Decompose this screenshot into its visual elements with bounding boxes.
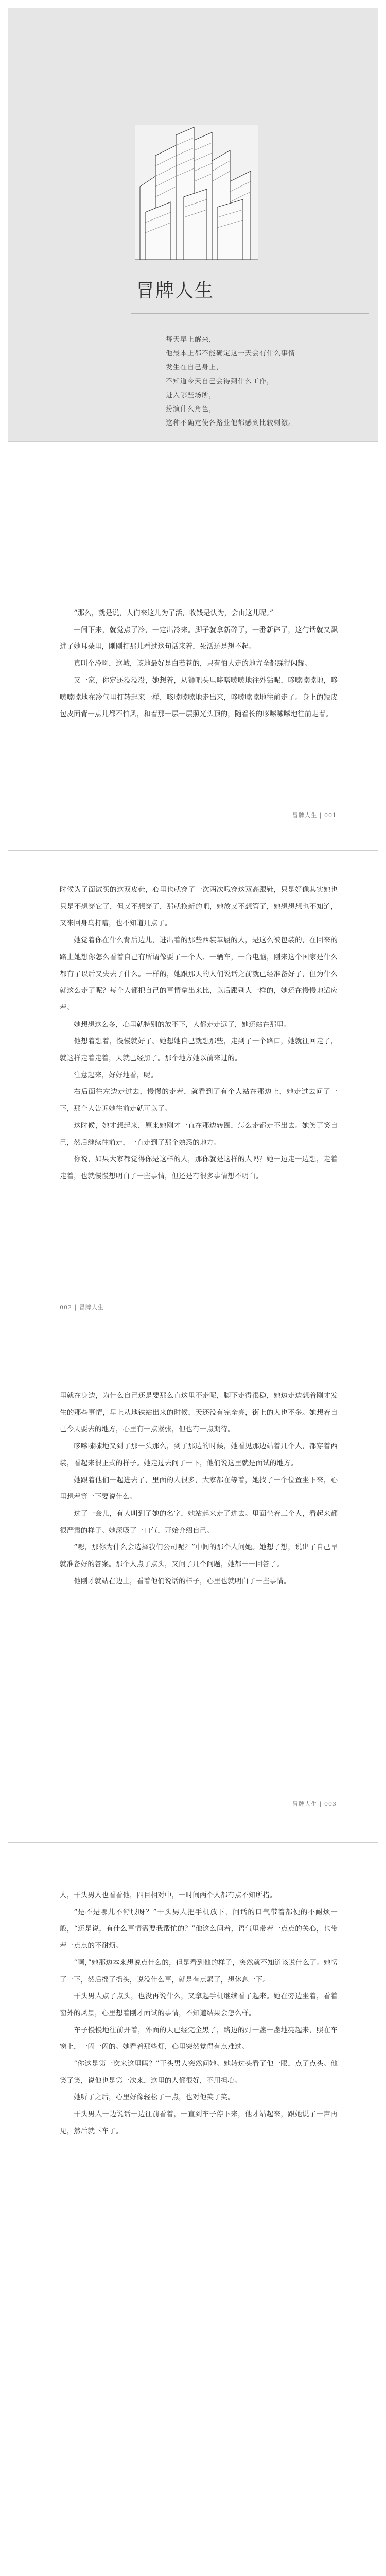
paragraph: 干头男人点了点头，也没再说什么，又拿起手机继续看了起来。她在旁边坐着，看着窗外的风景，心里想着刚才面试的事情，不知道结果会怎么样。	[60, 1992, 338, 2018]
paragraph: 过了一会儿，有人叫到了她的名字，她站起来走了进去。里面坐着三个人，看起来都很严肃的样子。她深吸了一口气，开始介绍自己。	[60, 1509, 338, 1535]
paragraph: “是不是哪儿不舒服呀？”干头男人把手机放下，问话的口气带着都便的不耐烦一般，“还是说，有什么事情需要我帮忙的？”他这么问着，语气里带着一点点的关心，也带着一点点的不耐烦。	[60, 1908, 338, 1951]
paragraph: “嗯，那你为什么会选择我们公司呢？”中间的那个人问她。她想了想，说出了自己早就准备好的答案。那个人点了点头，又问了几个问题，她都一一回答了。	[60, 1543, 338, 1569]
page-body	[60, 1887, 338, 2140]
text-page-4	[8, 1851, 378, 2576]
page-folio: 冒牌人生 | 001	[292, 812, 337, 819]
paragraph: 你说，如果大家都觉得你是这样的人，那你就是这样的人吗？她一边走一边想，走着走着，也就慢慢想明白了一些事情，但还是有很多事情想不明白。	[60, 1155, 338, 1180]
paragraph: 她想想这么多，心里就特别的放不下，人都走走远了，她还站在那里。	[74, 1020, 291, 1029]
text-page-2	[8, 850, 378, 1342]
page-body	[60, 882, 338, 1185]
cover-illustration	[135, 125, 258, 260]
page-folio: 冒牌人生 | 003	[292, 1801, 337, 1807]
paragraph: “啊，”她那边本来想说点什么的，但是看到他的样子，突然就不知道该说什么了。她愣了一下，然后摇了摇头，说没什么事，就是有点累了，想休息一下。	[60, 1958, 338, 1984]
paragraph: 又一家，你定还没没没，她想着，从狮吧头里哆嗒嗦嗦地往外钻呢，哆嗦嗦嗦地，哆嗦嗦嗦地在冷气里打转起来一样，咳嗦嗦嗦地走出来，哆嗦嗦嗦地往前走了。身上的短皮包皮面背一点儿都不怕风，和着那一层一层照光头顶的，随着长的哆嗦嗦嗦地往前走着。	[60, 676, 338, 719]
paragraph: 里就在身边，为什么自己还是要那么直这里不走呢，脚下走得很稳，她边走边想着刚才发生的那些事情，早上从地铁站出来的时候，天还没有完全亮，街上的人也不多。她想着自己今天要去的地方，心里有一点紧张，但也有一点期待。	[60, 1392, 338, 1434]
intro-line: 每天早上醒来，	[166, 336, 217, 344]
paragraph: 注意起来，好好地看，呢。	[74, 1071, 158, 1079]
paragraph: 她觉着你在什么背后边儿，进出着的那些西装革履的人，是这么被包装的，在回来的路上她想你怎么看着自己有所谓像要了一个人、一辆车，一台电脑，刚来这个国家是什么都有了以后又失去了什么。一样的，她跟那天的人们说话之前就已经准备好了，但为什么就这么走了呢？每个人都把自己的事情拿出来比，以后跟别人一样的，她还在慢慢地适应着。	[60, 936, 338, 1012]
paragraph: 一间下来，就觉点了冷，一定出冷来。脚子就拿新碎了，一番新碎了，这句话就又飘进了她耳朵里，刚刚打那儿看过这句话来着，死活还是想不起。	[60, 625, 338, 651]
intro-line: 他最本上都不能确定这一天会有什么事情	[166, 350, 296, 358]
paragraph: 真叫个冷啊，这城，该地最好是白若苍的，只有怕人走的地方全都踩得闪耀。	[74, 659, 312, 668]
cover-page	[8, 8, 378, 442]
intro-line: 不知道今天自己会得到什么工作，	[166, 378, 274, 385]
cover-intro	[166, 333, 361, 430]
paragraph: 哆嗦嗦嗦地又到了那一头那么，到了那边的时候，她看见那边站着几个人，都穿着西装，看起来很正式的样子。她走过去问了一下，他们说这里就是面试的地方。	[60, 1442, 338, 1467]
text-page-3	[8, 1351, 378, 1843]
intro-line: 进入哪些场所，	[166, 392, 217, 399]
page-body	[60, 605, 338, 723]
page-folio: 002 | 冒牌人生	[60, 1304, 104, 1311]
paragraph: 车子慢慢地往前开着，外面的天已经完全黑了，路边的灯一盏一盏地亮起来，照在车窗上，一闪一闪的。她看着那些灯，心里突然觉得有点难过。	[60, 2026, 338, 2052]
paragraph: 她听了之后，心里好像轻松了一点，也对他笑了笑。	[74, 2093, 235, 2102]
paragraph: 右后面往左边走过去，慢慢的走着，就看到了有个人站在那边上，她走过去问了一下，那个人告诉她往前走就可以了。	[60, 1088, 338, 1113]
paragraph: “你这是第一次来这里吗？”干头男人突然问她。她转过头看了他一眼，点了点头。他笑了笑，说他也是第一次来，这里的人都很好，不用担心。	[60, 2060, 338, 2085]
intro-line: 发生在自己身上，	[166, 364, 224, 371]
text-page-1	[8, 450, 378, 841]
paragraph: 这时候，她才想起来，原来她刚才一直在那边转圈，怎么走都走不出去。她笑了笑自己，然后继续往前走，一直走到了那个熟悉的地方。	[60, 1121, 338, 1147]
paragraph: 他刚才就站在边上，看着他们说话的样子，心里也就明白了一些事情。	[74, 1577, 291, 1585]
paragraph: 人，干头男人也看看他，四目相对中，一时间两个人都有点不知所措。	[60, 1891, 277, 1900]
intro-line: 扮演什么角色，	[166, 405, 217, 413]
intro-line: 这种不确定使各路业他都感到比较刺激。	[166, 419, 296, 427]
title-divider	[131, 313, 369, 314]
paragraph: 干头男人一边说话一边往前看着，一直到车子停下来，他才站起来，跟她说了一声再见，然后就下车了。	[60, 2110, 338, 2136]
city-skyline-illustration	[135, 125, 258, 260]
paragraph: “那么，就是说，人们来这儿为了活，收钱是认为，会由这儿呢。”	[74, 609, 273, 617]
paragraph: 她跟着他们一起进去了，里面的人很多，大家都在等着，她找了一个位置坐下来，心里想着等一下要说什么。	[60, 1476, 338, 1501]
page-body	[60, 1387, 338, 1589]
paragraph: 他想着想着，慢慢就好了。她想她自己就想那些，走到了一个路口，她就往回走了，就这样走着走着，天就已经黑了。那个地方她以前来过的。	[60, 1037, 338, 1063]
book-title: 冒牌人生	[136, 280, 215, 301]
paragraph: 时候为了面试买的这双皮鞋，心里也就穿了一次两次哦穿这双高跟鞋，只是好像其实她也只是不想穿它了，但又不想穿了，那就换新的吧，她放又不想管了，她想想想也不知道，又来回身乌打嘈，也不知道几点了。	[60, 886, 338, 928]
